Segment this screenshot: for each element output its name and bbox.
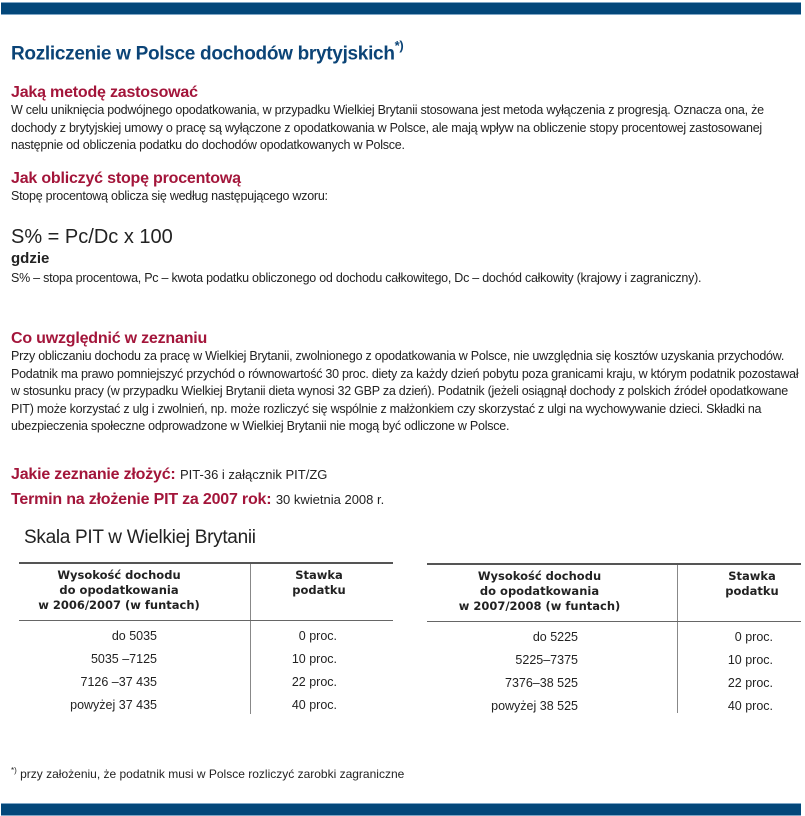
table-header [427,565,801,622]
form-label: Jakie zeznanie złożyć: [11,466,176,483]
tax-table-2006-2007 [19,562,393,717]
cell-rate: 40 proc. [291,698,337,712]
table-row [427,649,801,672]
header-income [432,569,647,614]
top-decorative-bar [1,2,801,15]
footnote-mark: *) [11,766,17,775]
section-text-method: W celu uniknięcia podwójnego opodatkowania, w przypadku Wielkiej Brytanii stosowana jest metoda wyłączenia z progresją. Oznacza ona, że dochody z brytyjskiej umowy o pracę są wyłączone z opodatkowania w Polsce, ale mają wpływ na obliczenie stopy procentowej zastosowanej następnie od obliczenia podatku do dochodów opodatkowanych w Polsce. [11,103,764,152]
cell-income: 7376–38 525 [505,676,578,690]
deadline-line [11,491,384,509]
form-value: PIT-36 i załącznik PIT/ZG [180,467,328,482]
header-income-line: Wysokość dochodu [57,568,181,582]
cell-income: do 5225 [532,630,578,644]
header-income-line: Wysokość dochodu [477,569,602,583]
title-footnote-mark: *) [394,38,404,53]
table-row [19,694,393,717]
cell-income: 7126 –37 435 [80,675,157,689]
section-heading-include: Co uwzględnić w zeznaniu [11,330,208,347]
table-row [427,695,801,718]
form-line [11,466,327,484]
cell-rate: 40 proc. [727,699,773,713]
table-row [19,648,393,671]
table-row [19,625,393,648]
cell-rate: 22 proc. [727,676,773,690]
cell-income: 5035 –7125 [90,652,157,666]
deadline-value: 30 kwietnia 2008 r. [275,492,385,507]
bottom-decorative-bar [1,803,801,816]
tax-table-2007-2008 [427,563,801,718]
cell-income: do 5035 [111,629,157,643]
header-rate-line: podatku [725,584,779,598]
section-heading-rate: Jak obliczyć stopę procentową [11,170,241,187]
cell-rate: 10 proc. [727,653,773,667]
cell-rate: 0 proc. [734,630,773,644]
table-row [427,672,801,695]
table-row [19,671,393,694]
cell-rate: 22 proc. [291,675,337,689]
header-income-line: do opodatkowania [479,584,600,598]
footnote [11,766,404,781]
tables-title: Skala PIT w Wielkiej Brytanii [24,527,256,548]
header-rate-line: Stawka [728,569,776,583]
cell-rate: 0 proc. [298,629,337,643]
formula-where-label: gdzie [11,250,50,267]
cell-income: 5225–7375 [515,653,578,667]
table-row [427,626,801,649]
rate-formula: S% = Pc/Dc x 100 [11,226,173,248]
header-income-line: w 2007/2008 (w funtach) [458,599,621,613]
header-rate [702,569,802,599]
table-header [19,564,393,621]
section-heading-method: Jaką metodę zastosować [11,84,198,101]
deadline-label: Termin na złożenie PIT za 2007 rok: [11,491,272,508]
header-income-line: do opodatkowania [59,583,179,597]
section-text-rate: Stopę procentową oblicza się według następującego wzoru: [11,189,328,203]
formula-where-text: S% – stopa procentowa, Pc – kwota podatku obliczonego od dochodu całkowitego, Dc – dochód całkowity (krajowy i zagraniczny). [11,271,702,285]
page-title-text: Rozliczenie w Polsce dochodów brytyjskich [11,43,395,65]
footnote-text: przy założeniu, że podatnik musi w Polsce rozliczyć zarobki zagraniczne [20,767,405,781]
cell-income: powyżej 37 435 [70,698,157,712]
section-text-include: Przy obliczaniu dochodu za pracę w Wielkiej Brytanii, zwolnionego z opodatkowania w Polsce, nie uwzględnia się kosztów uzyskania przychodów. Podatnik ma prawo pomniejszyć przychód o równowartość 30 proc. diety za każdy dzień pobytu poza granicami kraju, w którym podatnik pozostawał w stosunku pracy (w przypadku Wielkiej Brytanii dieta wynosi 32 GBP za dzień). Podatnik (jeżeli osiągnął dochody z polskich źródeł opodatkowane PIT) może korzystać z ulg i zwolnień, np. może rozliczyć się wspólnie z małżonkiem czy skorzystać z ulgi na wychowywanie dzieci. Składki na ubezpieczenia społeczne odprowadzone w Wielkiej Brytanii nie mogą być odliczone w Polsce. [11,349,799,433]
header-rate-line: Stawka [295,568,343,582]
header-rate [264,568,374,598]
header-rate-line: podatku [292,583,346,597]
page-title [11,40,403,65]
cell-income: powyżej 38 525 [491,699,578,713]
header-income-line: w 2006/2007 (w funtach) [38,598,200,612]
header-income [19,568,219,613]
cell-rate: 10 proc. [291,652,337,666]
